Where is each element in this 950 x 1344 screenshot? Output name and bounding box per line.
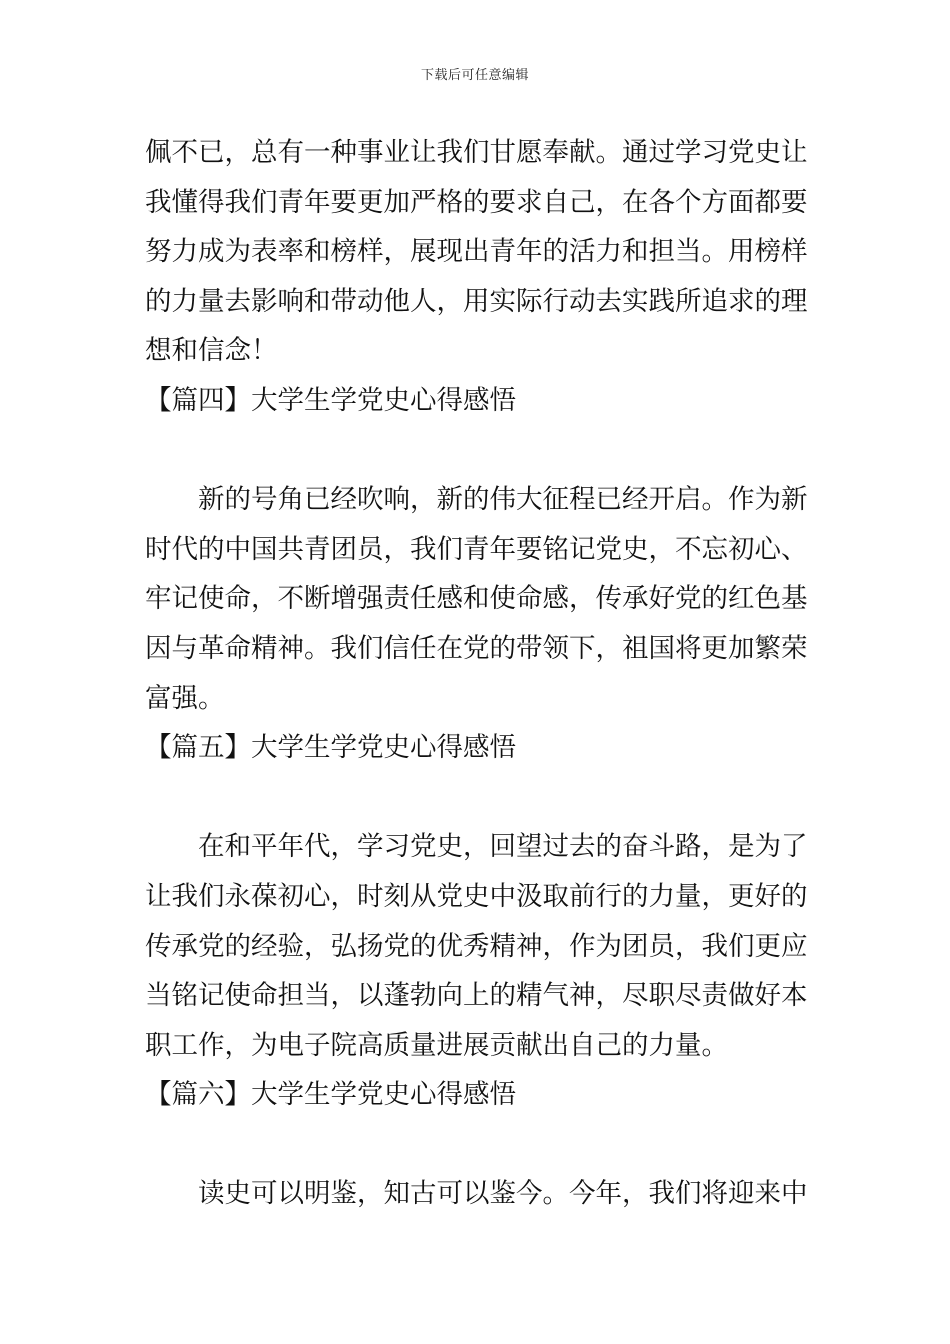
document-body xyxy=(145,128,810,1219)
text-line: 佩不已，总有一种事业让我们甘愿奉献。通过学习党史让 xyxy=(145,137,808,168)
text-line: 努力成为表率和榜样，展现出青年的活力和担当。用榜样 xyxy=(145,236,808,268)
text-line: 在和平年代，学习党史，回望过去的奋斗路，是为了 xyxy=(198,831,808,863)
text-line: 我懂得我们青年要更加严格的要求自己，在各个方面都要 xyxy=(145,186,808,218)
text-line: 想和信念！ xyxy=(145,335,278,367)
text-line: 时代的中国共青团员，我们青年要铭记党史，不忘初心、 xyxy=(145,533,808,565)
section-heading: 【篇五】大学生学党史心得感悟 xyxy=(145,732,516,764)
text-line: 职工作，为电子院高质量进展贡献出自己的力量。 xyxy=(145,1029,728,1061)
section-heading: 【篇六】大学生学党史心得感悟 xyxy=(145,1079,516,1111)
text-line: 当铭记使命担当，以蓬勃向上的精气神，尽职尽责做好本 xyxy=(145,980,808,1012)
page-header: 下载后可任意编辑 xyxy=(420,68,529,83)
paragraph-gap xyxy=(145,1120,810,1170)
section-heading: 【篇四】大学生学党史心得感悟 xyxy=(145,384,516,416)
paragraph-gap xyxy=(145,426,810,476)
text-line: 让我们永葆初心，时刻从党史中汲取前行的力量，更好的 xyxy=(145,880,808,912)
text-line: 的力量去影响和带动他人，用实际行动去实践所追求的理 xyxy=(145,285,808,317)
text-line: 牢记使命，不断增强责任感和使命感，传承好党的红色基 xyxy=(145,583,808,615)
text-line: 传承党的经验，弘扬党的优秀精神，作为团员，我们更应 xyxy=(145,930,808,962)
text-line: 读史可以明鉴，知古可以鉴今。今年，我们将迎来中 xyxy=(198,1178,808,1210)
text-line: 新的号角已经吹响，新的伟大征程已经开启。作为新 xyxy=(198,484,808,516)
paragraph-gap xyxy=(145,773,810,823)
text-line: 富强。 xyxy=(145,682,225,714)
text-line: 因与革命精神。我们信任在党的带领下，祖国将更加繁荣 xyxy=(145,632,808,664)
